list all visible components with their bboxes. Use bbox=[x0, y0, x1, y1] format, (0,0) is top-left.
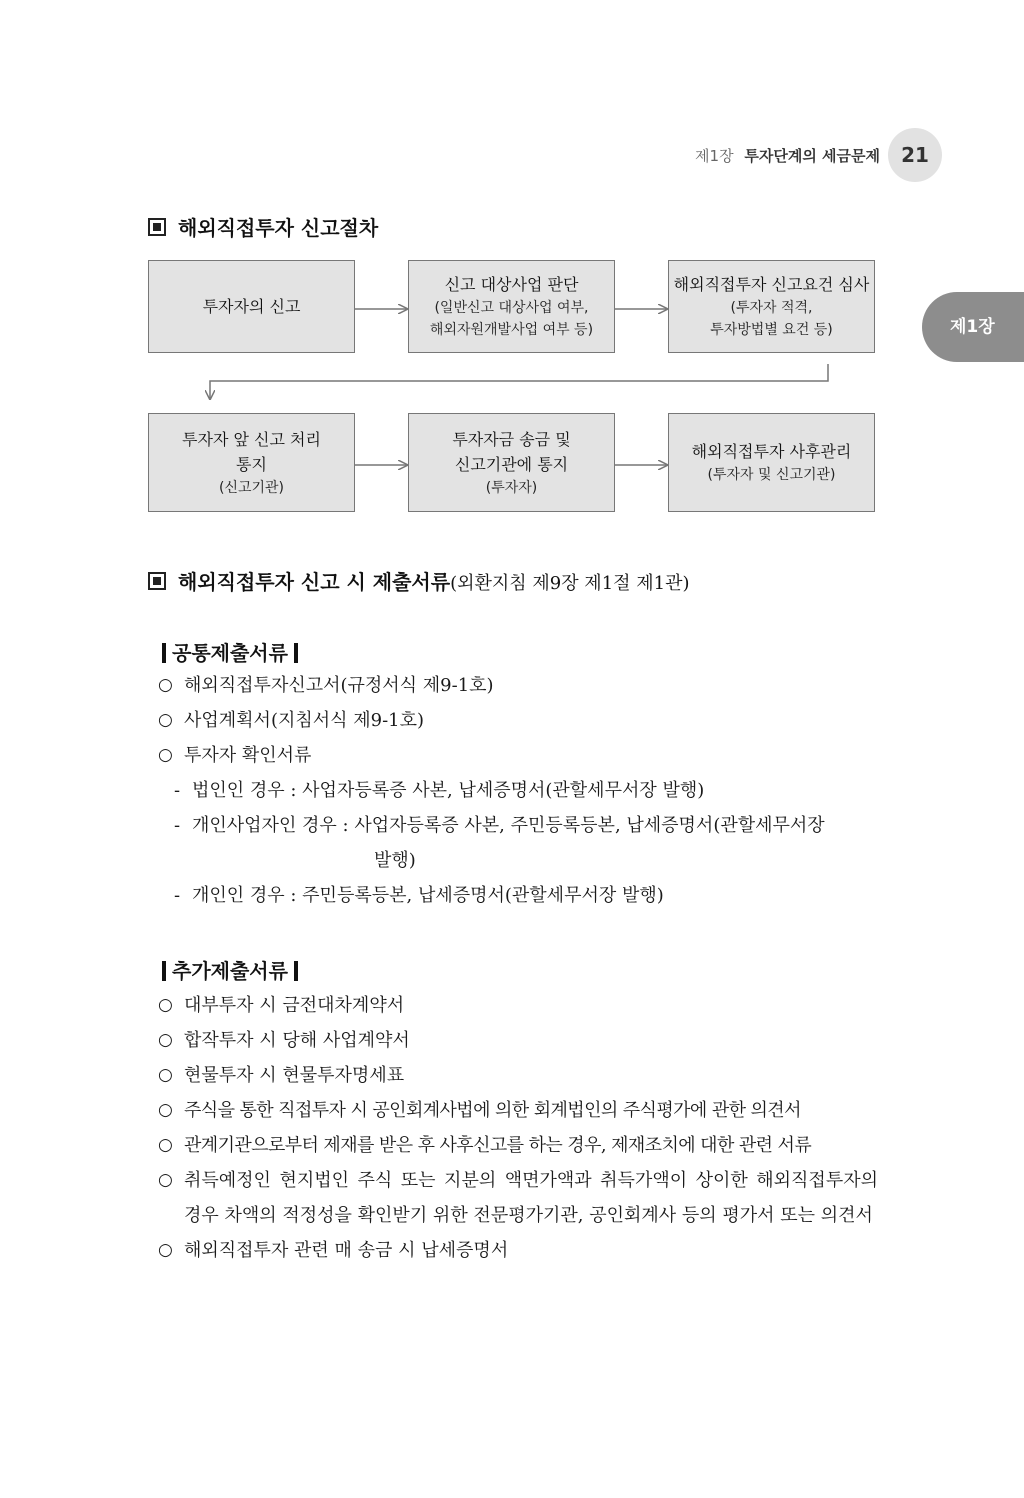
additional-docs-heading bbox=[162, 955, 298, 984]
running-header bbox=[640, 145, 880, 166]
circle-bullet-icon: ○ bbox=[158, 745, 173, 765]
flow-box-sub: (일반신고 대상사업 여부, 해외자원개발사업 여부 등) bbox=[429, 300, 594, 338]
list-item bbox=[158, 1093, 878, 1128]
common-docs-heading-text: 공통제출서류 bbox=[172, 641, 288, 665]
circle-bullet-icon: ○ bbox=[158, 710, 173, 730]
list-item bbox=[158, 988, 878, 1023]
list-item-text: 해외직접투자 관련 매 송금 시 납세증명서 bbox=[184, 1240, 509, 1261]
list-item bbox=[158, 1233, 878, 1268]
list-item-text: 취득예정인 현지법인 주식 또는 지분의 액면가액과 취득가액이 상이한 해외직접투자의 경우 차액의 적정성을 확인받기 위한 전문평가기관, 공인회계사 등의 평가서 또는 의견서 bbox=[184, 1170, 878, 1226]
circle-bullet-icon: ○ bbox=[158, 1240, 173, 1260]
sub-item-text: 주민등록등본, 납세증명서(관할세무서장 발행) bbox=[302, 885, 664, 906]
flow-box-sub: (신고기관) bbox=[218, 479, 285, 496]
flow-box-sub: (투자자) bbox=[485, 479, 538, 496]
list-item-text: 대부투자 시 금전대차계약서 bbox=[184, 995, 405, 1016]
list-item-text: 현물투자 시 현물투자명세표 bbox=[184, 1065, 405, 1086]
running-header-chapter: 제1장 bbox=[695, 147, 734, 165]
list-item bbox=[158, 1058, 878, 1093]
flow-box-requirement-review bbox=[668, 260, 875, 353]
list-item-text: 해외직접투자신고서(규정서식 제9-1호) bbox=[184, 675, 494, 696]
list-item bbox=[158, 738, 878, 773]
sub-item-label: 법인인 경우 : bbox=[192, 780, 303, 801]
flow-box-target-judgment bbox=[408, 260, 615, 353]
flow-box-main: 투자자금 송금 및 신고기관에 통지 bbox=[452, 429, 571, 474]
common-docs-heading bbox=[162, 637, 298, 666]
additional-docs-list bbox=[158, 988, 878, 1268]
common-docs-list bbox=[158, 668, 878, 913]
dash-bullet-icon: - bbox=[174, 885, 181, 906]
list-item bbox=[158, 1023, 878, 1058]
list-item bbox=[158, 668, 878, 703]
sub-list-item bbox=[158, 808, 878, 878]
flow-box-main: 해외직접투자 사후관리 bbox=[691, 442, 852, 461]
square-bullet-icon bbox=[148, 218, 166, 236]
dash-bullet-icon: - bbox=[174, 815, 181, 836]
sub-item-text: 사업자등록증 사본, 납세증명서(관할세무서장 발행) bbox=[302, 780, 705, 801]
sub-list-item bbox=[158, 878, 878, 913]
sub-item-text: 사업자등록증 사본, 주민등록등본, 납세증명서(관할세무서장 bbox=[354, 815, 825, 836]
flow-box-remittance bbox=[408, 413, 615, 512]
list-item bbox=[158, 703, 878, 738]
flow-box-sub: (투자자 및 신고기관) bbox=[707, 467, 836, 483]
flow-box-main: 투자자의 신고 bbox=[202, 297, 301, 316]
section-heading-procedure-text: 해외직접투자 신고절차 bbox=[178, 216, 379, 240]
chapter-tab: 제1장 bbox=[922, 292, 1024, 362]
circle-bullet-icon: ○ bbox=[158, 995, 173, 1015]
circle-bullet-icon: ○ bbox=[158, 675, 173, 695]
flow-box-main: 신고 대상사업 판단 bbox=[444, 275, 579, 294]
flow-box-main: 해외직접투자 신고요건 심사 bbox=[673, 275, 870, 294]
list-item-text: 투자자 확인서류 bbox=[184, 745, 312, 766]
additional-docs-heading-text: 추가제출서류 bbox=[172, 959, 288, 983]
circle-bullet-icon: ○ bbox=[158, 1170, 173, 1190]
square-bullet-icon bbox=[148, 572, 166, 590]
list-item-text: 사업계획서(지침서식 제9-1호) bbox=[184, 710, 425, 731]
sub-item-label: 개인사업자인 경우 : bbox=[192, 815, 355, 836]
section-heading-procedure bbox=[148, 212, 378, 241]
list-item-text: 주식을 통한 직접투자 시 공인회계사법에 의한 회계법인의 주식평가에 관한 의견서 bbox=[184, 1100, 801, 1121]
bar-mark-icon bbox=[294, 643, 298, 663]
page-number: 21 bbox=[888, 128, 942, 182]
circle-bullet-icon: ○ bbox=[158, 1030, 173, 1050]
list-item-text: 관계기관으로부터 제재를 받은 후 사후신고를 하는 경우, 제재조치에 대한 관련 서류 bbox=[184, 1135, 812, 1156]
list-item-text: 합작투자 시 당해 사업계약서 bbox=[184, 1030, 410, 1051]
bar-mark-icon bbox=[294, 961, 298, 981]
flow-box-post-management bbox=[668, 413, 875, 512]
flow-box-sub: (투자자 적격, 투자방법별 요건 등) bbox=[710, 300, 833, 338]
flow-box-main: 투자자 앞 신고 처리 통지 bbox=[182, 429, 321, 474]
section-heading-documents bbox=[148, 566, 690, 595]
dash-bullet-icon: - bbox=[174, 780, 181, 801]
flow-arrow-3 bbox=[210, 364, 828, 399]
bar-mark-icon bbox=[162, 961, 166, 981]
sub-item-continuation: 발행) bbox=[374, 850, 416, 871]
flow-box-investor-report bbox=[148, 260, 355, 353]
list-item bbox=[158, 1163, 878, 1233]
circle-bullet-icon: ○ bbox=[158, 1100, 173, 1120]
running-header-title: 투자단계의 세금문제 bbox=[744, 147, 880, 165]
section-heading-documents-text: 해외직접투자 신고 시 제출서류 bbox=[178, 570, 451, 594]
flow-box-processing-notice bbox=[148, 413, 355, 512]
circle-bullet-icon: ○ bbox=[158, 1065, 173, 1085]
circle-bullet-icon: ○ bbox=[158, 1135, 173, 1155]
sub-list-item bbox=[158, 773, 878, 808]
bar-mark-icon bbox=[162, 643, 166, 663]
section-heading-reference: (외환지침 제9장 제1절 제1관) bbox=[450, 573, 690, 594]
sub-item-label: 개인인 경우 : bbox=[192, 885, 303, 906]
list-item bbox=[158, 1128, 878, 1163]
